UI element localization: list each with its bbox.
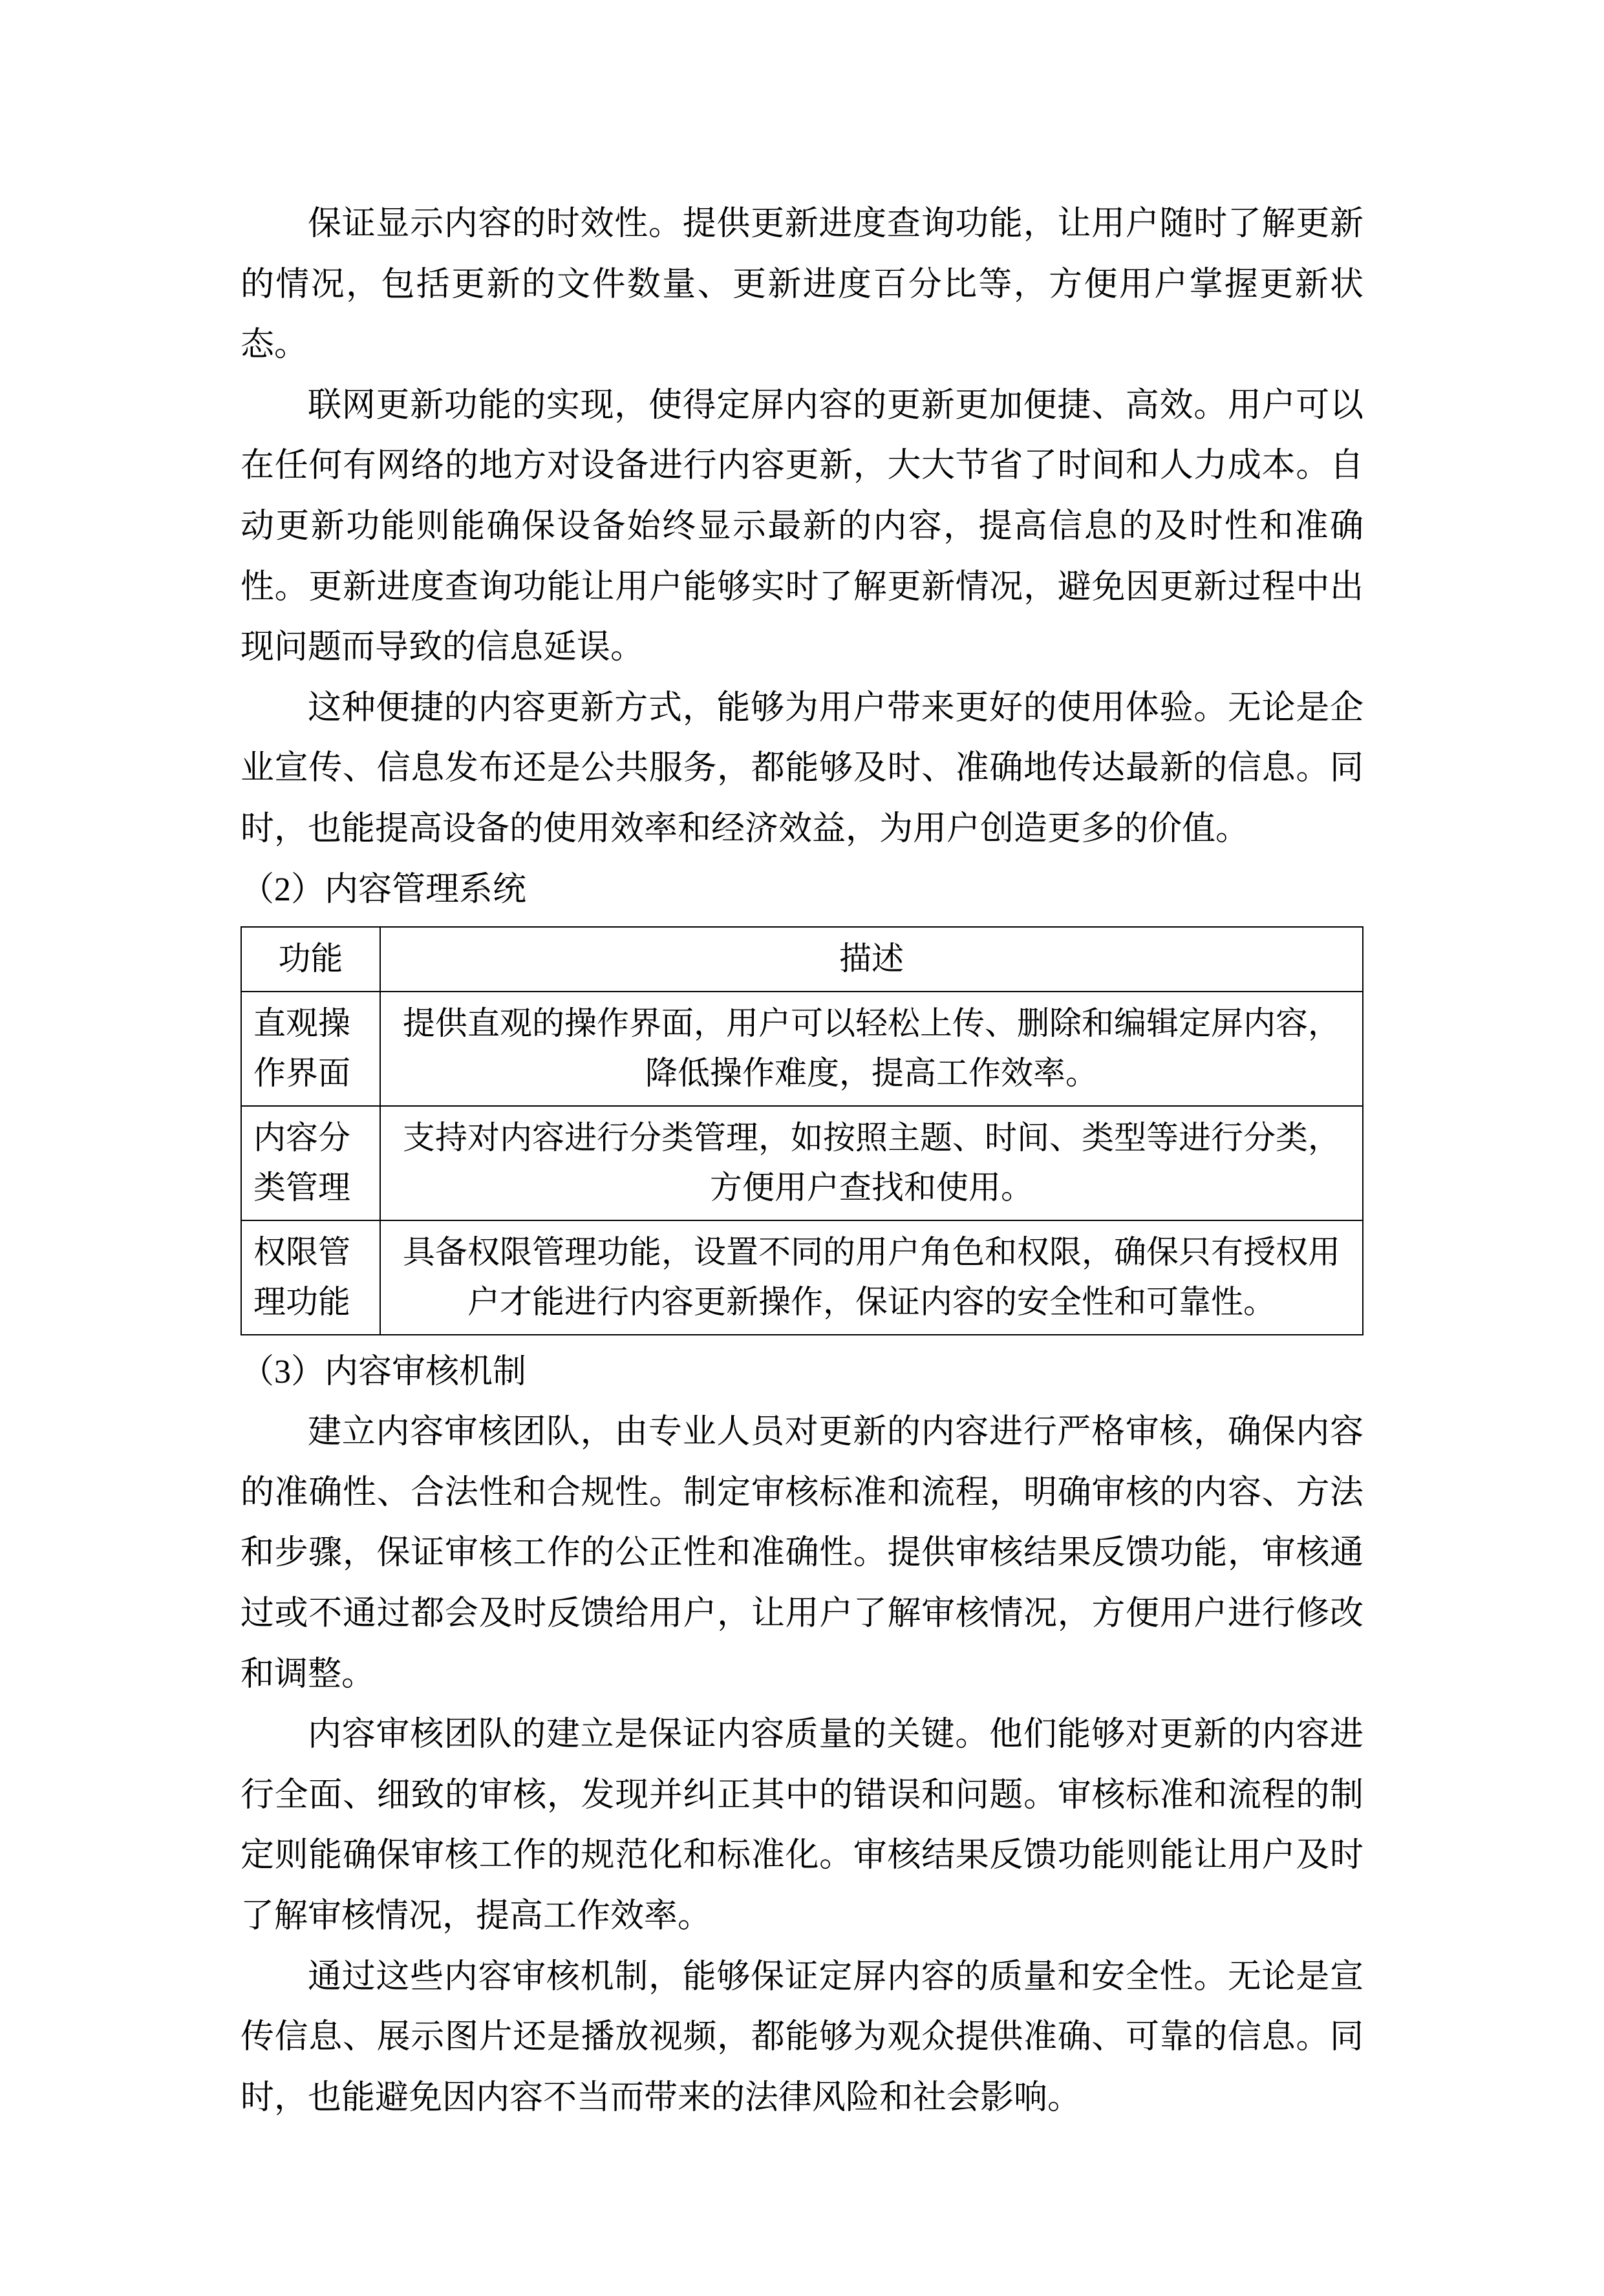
table-row: [241, 1220, 1363, 1335]
table-cell-description: 提供直观的操作界面，用户可以轻松上传、删除和编辑定屏内容，降低操作难度，提高工作效率。: [380, 992, 1363, 1106]
section-heading-content-review: （3）内容审核机制: [241, 1353, 527, 1390]
table-header-feature: 功能: [241, 927, 380, 992]
table-header-row: [241, 927, 1363, 992]
paragraph: 这种便捷的内容更新方式，能够为用户带来更好的使用体验。无论是企业宣传、信息发布还是公共服务，都能够及时、准确地传达最新的信息。同时，也能提高设备的使用效率和经济效益，为用户创造更多的价值。: [241, 689, 1363, 847]
table-cell-feature: 内容分类管理: [241, 1106, 380, 1220]
table-cell-feature: 直观操作界面: [241, 992, 380, 1106]
table-row: [241, 992, 1363, 1106]
table-cell-description: 支持对内容进行分类管理，如按照主题、时间、类型等进行分类，方便用户查找和使用。: [380, 1106, 1363, 1220]
table-header-description: 描述: [380, 927, 1363, 992]
table-cell-description: 具备权限管理功能，设置不同的用户角色和权限，确保只有授权用户才能进行内容更新操作，保证内容的安全性和可靠性。: [380, 1220, 1363, 1335]
section-heading-content-management: （2）内容管理系统: [241, 871, 527, 908]
table-row: [241, 1106, 1363, 1220]
paragraph: 联网更新功能的实现，使得定屏内容的更新更加便捷、高效。用户可以在任何有网络的地方对设备进行内容更新，大大节省了时间和人力成本。自动更新功能则能确保设备始终显示最新的内容，提高信息的及时性和准确性。更新进度查询功能让用户能够实时了解更新情况，避免因更新过程中出现问题而导致的信息延误。: [241, 387, 1363, 666]
paragraph: 建立内容审核团队，由专业人员对更新的内容进行严格审核，确保内容的准确性、合法性和合规性。制定审核标准和流程，明确审核的内容、方法和步骤，保证审核工作的公正性和准确性。提供审核结果反馈功能，审核通过或不通过都会及时反馈给用户，让用户了解审核情况，方便用户进行修改和调整。: [241, 1414, 1363, 1693]
content-management-table: [241, 926, 1363, 1335]
paragraph: 保证显示内容的时效性。提供更新进度查询功能，让用户随时了解更新的情况，包括更新的文件数量、更新进度百分比等，方便用户掌握更新状态。: [241, 206, 1363, 364]
table-cell-feature: 权限管理功能: [241, 1220, 380, 1335]
paragraph: 通过这些内容审核机制，能够保证定屏内容的质量和安全性。无论是宣传信息、展示图片还是播放视频，都能够为观众提供准确、可靠的信息。同时，也能避免因内容不当而带来的法律风险和社会影响。: [241, 1958, 1363, 2116]
paragraph: 内容审核团队的建立是保证内容质量的关键。他们能够对更新的内容进行全面、细致的审核，发现并纠正其中的错误和问题。审核标准和流程的制定则能确保审核工作的规范化和标准化。审核结果反馈功能则能让用户及时了解审核情况，提高工作效率。: [241, 1716, 1363, 1935]
